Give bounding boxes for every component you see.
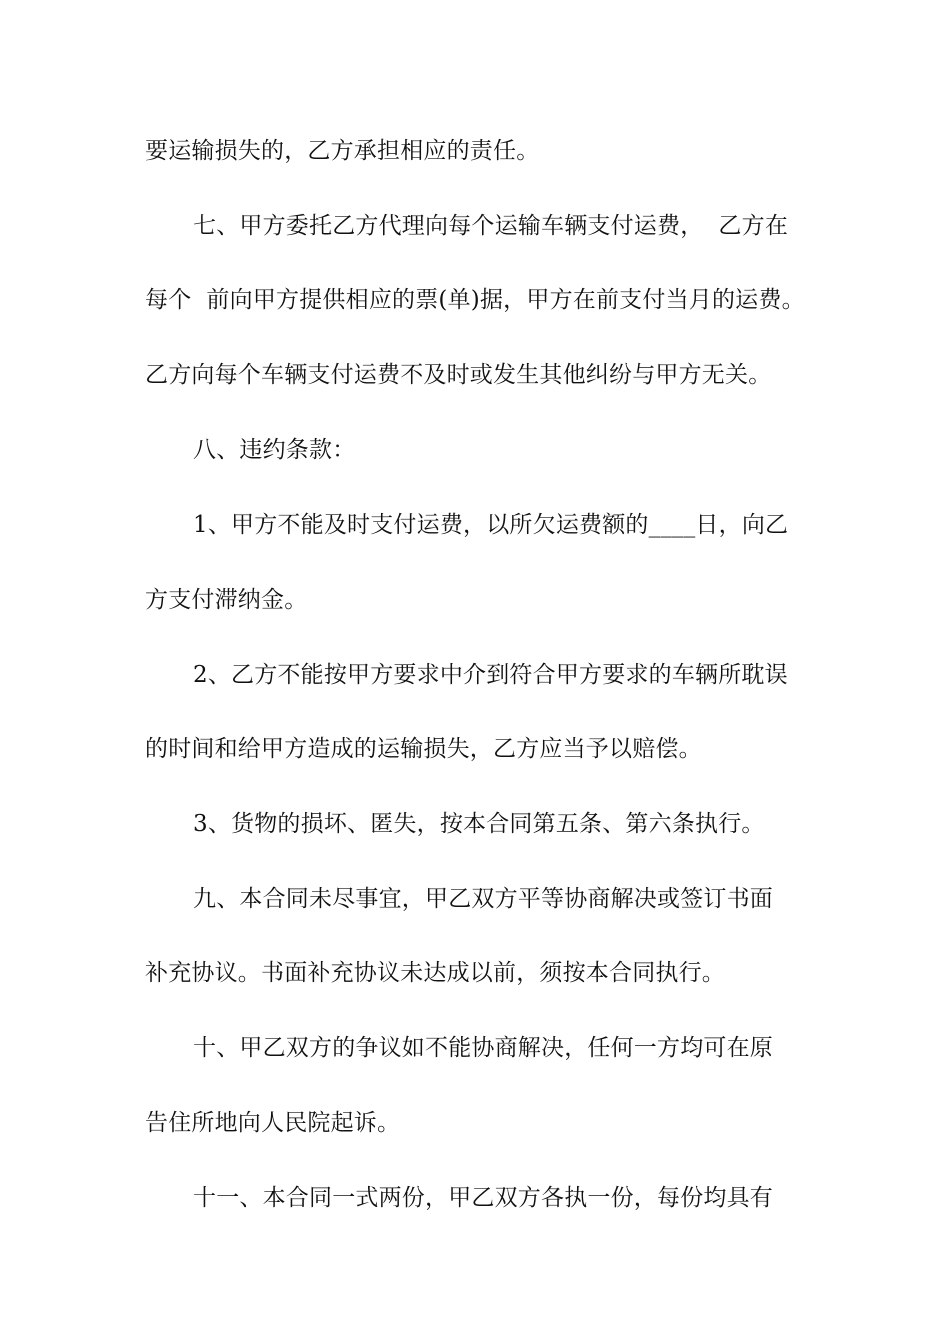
clause-11-line: 十一、本合同一式两份，甲乙双方各执一份，每份均具有	[193, 1185, 773, 1211]
paragraph-line: 方支付滞纳金。	[145, 587, 308, 613]
paragraph-line: 告住所地向人民院起诉。	[145, 1110, 401, 1136]
clause-8-item-3: 3、货物的损坏、匿失，按本合同第五条、第六条执行。	[193, 811, 765, 837]
paragraph-line: 的时间和给甲方造成的运输损失，乙方应当予以赔偿。	[145, 736, 702, 762]
paragraph-line: 补充协议。书面补充协议未达成以前，须按本合同执行。	[145, 960, 725, 986]
paragraph-line: 乙方向每个车辆支付运费不及时或发生其他纠纷与甲方无关。	[145, 362, 772, 388]
clause-8-heading: 八、违约条款：	[193, 437, 356, 463]
clause-10-line: 十、甲乙双方的争议如不能协商解决，任何一方均可在原	[193, 1035, 773, 1061]
clause-8-item-2: 2、乙方不能按甲方要求中介到符合甲方要求的车辆所耽误	[193, 662, 788, 688]
clause-8-item-1: 1、甲方不能及时支付运费，以所欠运费额的____日，向乙	[193, 512, 789, 538]
clause-7-line: 七、甲方委托乙方代理向每个运输车辆支付运费， 乙方在	[193, 213, 789, 239]
clause-9-line: 九、本合同未尽事宜，甲乙双方平等协商解决或签订书面	[193, 886, 773, 912]
paragraph-line: 每个 前向甲方提供相应的票(单)据，甲方在前支付当月的运费。	[145, 287, 805, 313]
paragraph-line: 要运输损失的，乙方承担相应的责任。	[145, 138, 540, 164]
